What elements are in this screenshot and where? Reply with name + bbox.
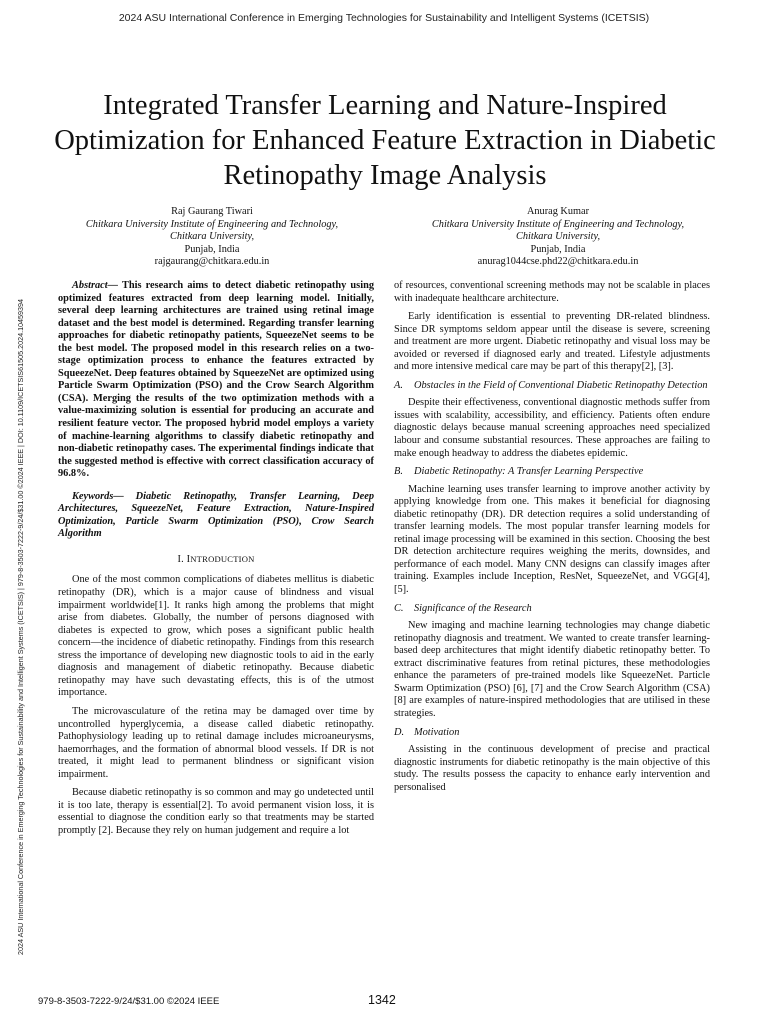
right-column xyxy=(394,280,710,800)
keywords-text: Diabetic Retinopathy, Transfer Learning, Deep Architectures, SqueezeNet, Feature Extraction, Nature-Inspired Optimization, Particle Swarm Optimization (PSO), Crow Search Algorithm xyxy=(58,490,374,540)
intro-paragraph-4: Early identification is essential to preventing DR-related blindness. Since DR symptoms seldom appear until the disease is severe, screening and treatment are more urgent. Diabetic retinopathy and visual loss may be avoided or reversed if diagnosed early and treated. Lifestyle adjustments and more intensive medical care may be part of this therapy[2], [3]. xyxy=(394,311,710,373)
intro-paragraph-1: One of the most common complications of diabetes mellitus is diabetic retinopathy (DR), which is a major cause of blindness and visual impairment worldwide[1]. It ranks high among the problems that might arise from diabetes. Globally, the number of persons diagnosed with diabetes is expected to grow, which poses a significant public health concern—the incidence of diabetic retinopathy. Findings from this research stress the importance of developing new diagnostic tools to aid in the early diagnosis and management of diabetic retinopathy. Because diabetic retinopathy may have such devastating effects, this is of the utmost importance. xyxy=(58,574,374,699)
intro-paragraph-3: Because diabetic retinopathy is so common and may go undetected until it is too late, therapy is essential[2]. To avoid permanent vision loss, it is essential to diagnose the condition early so that treatments may be started promptly [2]. Because they rely on human judgement and require a lot xyxy=(58,787,374,836)
author-name: Anurag Kumar xyxy=(526,206,590,217)
intro-paragraph-2: The microvasculature of the retina may be damaged over time by uncontrolled hyperglycemia, a disease called diabetic retinopathy. Pathophysiology leading up to retinal damage includes microaneurysms, haemorrhages, and the formation of abnormal blood vessels. If DR is not treated, it might lead to permanent blindness or significant vision impairment. xyxy=(58,705,374,780)
subsection-heading-d: D. Motivation xyxy=(394,726,460,738)
intro-paragraph-3-continued: of resources, conventional screening methods may not be scalable in places with inadequate healthcare architecture. xyxy=(394,280,710,304)
subsection-heading-c: C. Significance of the Research xyxy=(394,602,532,614)
author-block-1 xyxy=(52,206,372,269)
footer-isbn: 979-8-3503-7222-9/24/$31.00 ©2024 IEEE xyxy=(38,996,220,1007)
paper-title: Integrated Transfer Learning and Nature-Inspired Optimization for Enhanced Feature Extraction in Diabetic Retinopathy Image Analysis xyxy=(54,90,716,191)
subsection-heading-a: A. Obstacles in the Field of Conventional Diabetic Retinopathy Detection xyxy=(394,379,708,391)
left-column xyxy=(58,280,374,843)
abstract-text: This research aims to detect diabetic retinopathy using optimized features extracted from deep learning model. Initially, several deep learning architectures are trained using retinal image dataset and the best model is determined. Regarding transfer learning approaches for diabetic retinopathy patients, SqueezeNet seems to be the best model. The proposed model in this research relies on a two-stage optimization process to enhance the features extracted by SqueezeNet. Deep features obtained by SqueezeNet are optimized using Particle Swarm Optimization (PSO) and the Crow Search Algorithm (CSA). Merging the results of the two optimization methods with a value-maximizing solution is essential for producing an accurate and resilient feature vector. The proposed hybrid model employs a variety of machine-learning algorithms to classify diabetic retinopathy and non-diabetic retinopathy cases. The experimental findings indicate that the suggested method is effective with correct classification accuracy of 96.8%. xyxy=(58,280,374,480)
subsection-b-text: Machine learning uses transfer learning to improve another activity by applying knowledge from one. This makes it beneficial for diagnosing diabetic retinopathy (DR). DR detection requires a solid understanding of transfer learning models. The most popular transfer learning models for retinal image processing will be examined in this section. Choosing the best DR detection architecture requires weighing the merits, downsides, and performance of each model. Many CNN designs can classify images after training. Examples include Inception, ResNet, SqueezeNet, and VGG[4], [5]. xyxy=(394,483,710,596)
author-affiliation: Chitkara University, xyxy=(169,231,255,243)
keywords xyxy=(58,491,374,541)
keywords-label: Keywords— xyxy=(72,490,124,502)
side-citation-strip: 2024 ASU International Conference in Emerging Technologies for Sustainability and Intelligent Systems (ICETSIS) | 979-8-3503-7222-9/24/$31.00 ©2024 IEEE | DOI: 10.1109/ICETSIS61505.2024.10459394 xyxy=(16,298,25,955)
section-heading-introduction: I. INTRODUCTION xyxy=(177,553,255,565)
conference-header: 2024 ASU International Conference in Emerging Technologies for Sustainability and Intelligent Systems (ICETSIS) xyxy=(118,12,650,24)
author-location: Punjab, India xyxy=(184,243,240,255)
subsection-heading-b: B. Diabetic Retinopathy: A Transfer Learning Perspective xyxy=(394,466,644,478)
subsection-c-text: New imaging and machine learning technologies may change diabetic retinopathy diagnosis and treatment. We wanted to create transfer learning-based deep architectures that might identify diabetic retinopathy better. To extract discriminative features from retinal pictures, these methodologies enhance the parameters of pre-trained models like SqueezeNet. Particle Swarm Optimization (PSO) [6], [7] and the Crow Search Algorithm (CSA) [8] are examples of nature-inspired methodologies that are utilised in these strategies. xyxy=(394,620,710,719)
author-affiliation: Chitkara University Institute of Engineering and Technology, xyxy=(431,218,685,230)
abstract-label: Abstract— xyxy=(72,280,118,291)
author-name: Raj Gaurang Tiwari xyxy=(171,206,253,217)
author-location: Punjab, India xyxy=(530,243,586,255)
author-block-2 xyxy=(398,206,718,269)
subsection-d-text: Assisting in the continuous development of precise and practical diagnostic instruments for diabetic retinopathy is the main objective of this study. The results possess the capacity to enhance early intervention and personalised xyxy=(394,744,710,793)
author-affiliation: Chitkara University, xyxy=(515,231,601,243)
author-affiliation: Chitkara University Institute of Engineering and Technology, xyxy=(85,218,339,230)
subsection-a-text: Despite their effectiveness, conventional diagnostic methods suffer from issues with scalability, accessibility, and efficiency. Patients often endure diagnostic delays because manual screening approaches need specialized labour and consume substantial resources. These approaches are failing to make enough headway to address the diabetes epidemic. xyxy=(394,397,710,459)
page-number: 1342 xyxy=(368,993,396,1007)
author-email: rajgaurang@chitkara.edu.in xyxy=(154,256,270,268)
author-email: anurag1044cse.phd22@chitkara.edu.in xyxy=(477,256,639,268)
abstract xyxy=(58,280,374,481)
